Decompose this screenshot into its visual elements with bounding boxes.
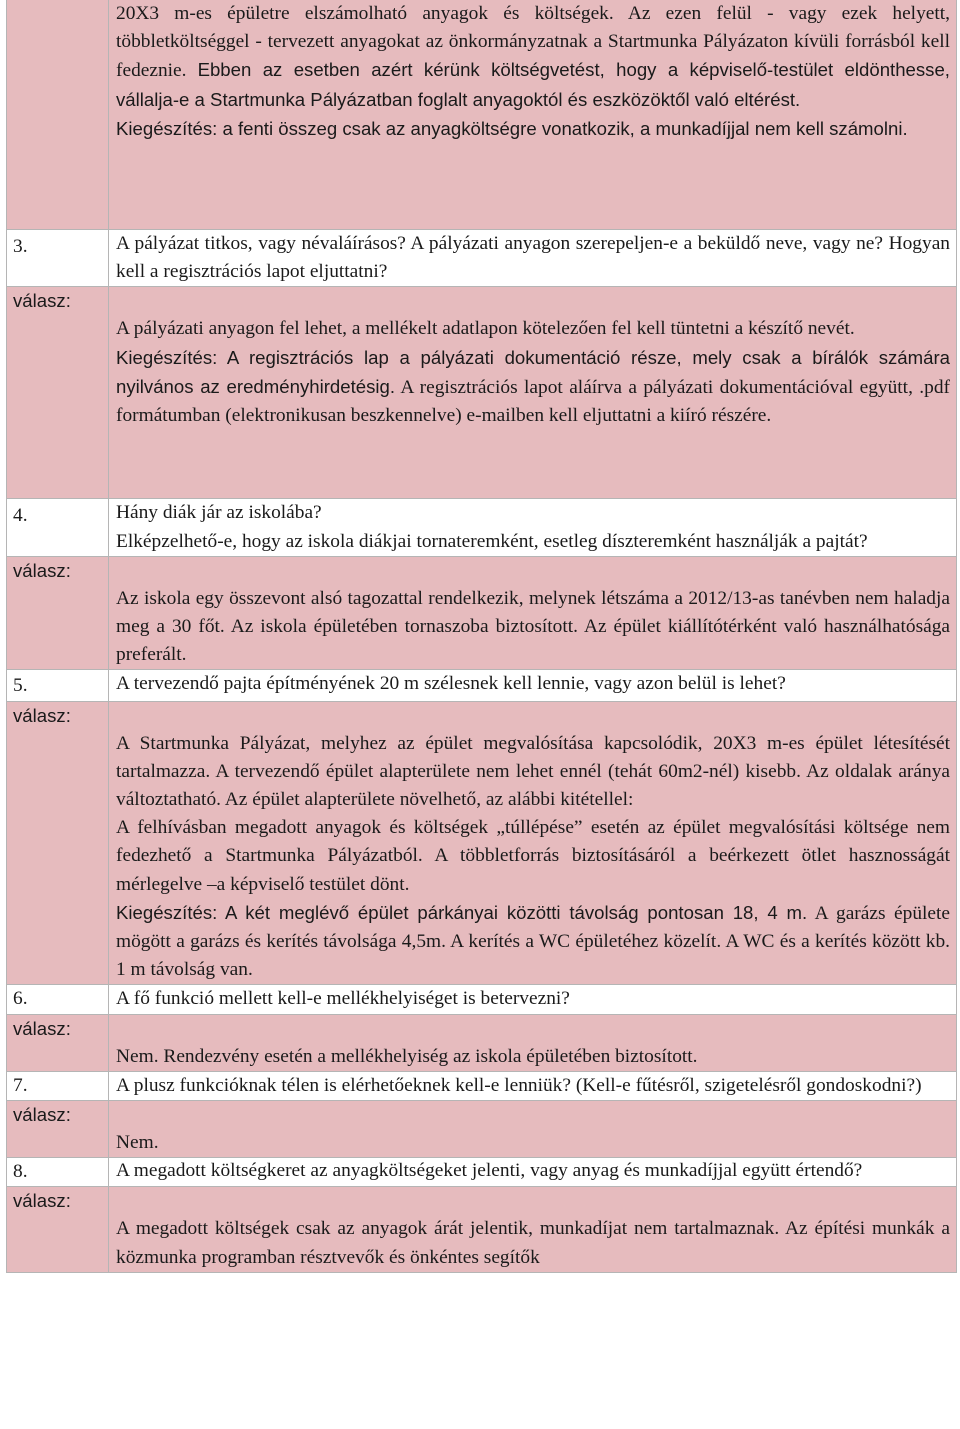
table-row-question-4	[7, 499, 957, 556]
table-row-question-5	[7, 670, 957, 701]
question-text: A tervezendő pajta építményének 20 m szélesnek kell lennie, vagy azon belül is lehet?	[116, 673, 786, 695]
answer-text: A Startmunka Pályázat, melyhez az épület megvalósítása kapcsolódik, 20X3 m-es épület létesítését tartalmazza. A tervezendő épület alapterülete nem lehet ennél (tehát 60m2-nél) kisebb.	[116, 732, 950, 782]
question-number: 5.	[13, 675, 28, 697]
question-text-2: Elképzelhető-e, hogy az iskola diákjai tornateremként, esetleg díszteremként használják a pajtát?	[116, 530, 868, 552]
table-row-answer-5	[7, 701, 957, 985]
intro-cell	[109, 0, 957, 230]
answer-text: Az iskola egy összevont alsó tagozattal rendelkezik, melynek létszáma a 2012/13-as tanévben nem haladja meg a 30 főt.	[116, 587, 950, 638]
intro-supplement: Kiegészítés: a fenti összeg csak az anyagköltségre vonatkozik, a munkadíjjal nem kell számolni.	[116, 117, 908, 139]
table-row-answer-8	[7, 1187, 957, 1272]
answer-text-2: Az iskola épületében tornaszoba biztosított.	[230, 616, 578, 638]
question-number: 6.	[13, 988, 28, 1010]
question-text: A pályázat titkos, vagy névaláírásos? A pályázati anyagon szerepeljen-e a beküldő neve, vagy ne? Hogyan kell a regisztrációs lapot eljuttatni?	[116, 233, 950, 283]
answer-text: A megadott költségek csak az anyagok árát jelentik, munkadíjat nem tartalmaznak.	[116, 1218, 780, 1240]
table-row-answer-6	[7, 1014, 957, 1071]
question-number: 7.	[13, 1074, 28, 1096]
answer-text-3: Az épület kiállítótérként való használhatósága preferált.	[116, 616, 951, 666]
answer-label: válasz:	[13, 704, 71, 726]
answer-label: válasz:	[13, 1190, 71, 1212]
table-row-answer-7	[7, 1101, 957, 1158]
answer-text-2: Az oldalak aránya változtatható.	[116, 760, 950, 811]
question-text: A plusz funkcióknak télen is elérhetőeknek kell-e lenniük? (Kell-e fűtésről, szigetelésről gondoskodni?)	[116, 1074, 922, 1096]
question-text: A megadott költségkeret az anyagköltségeket jelenti, vagy anyag és munkadíjjal együtt értendő?	[116, 1160, 863, 1182]
answer-text-cont: A regisztrációs lapot aláírva a pályázati dokumentációval együtt, .pdf formátumban (elektronikusan beszkennelve) e-mailben kell eljuttatni a kiíró részére.	[116, 376, 950, 427]
answer-text-4: A felhívásban megadott anyagok és költségek „túllépése” esetén az épület megvalósítási költsége nem fedezhető a Startmunka Pályázatból. A többletforrás biztosításáról a beérkezett ötlet hasznosságát mérlegelve –a képviselő testület dönt.	[116, 817, 950, 895]
intro-text-1: 20X3 m-es épületre elszámolható anyagok és költségek. Az ezen felül - vagy ezek helyett, többletköltséggel - tervezett anyagokat az önkormányzatnak a Startmunka Pályázaton kívüli forrásból kell fedeznie.	[116, 3, 950, 82]
intro-text-1b: Ebben az esetben azért kérünk költségvetést, hogy a képviselő-testület eldönthesse, vállalja-e a Startmunka Pályázatban foglalt anyagoktól és eszközöktől való eltérést.	[116, 59, 950, 110]
answer-label: válasz:	[13, 290, 71, 312]
table-row-question-3	[7, 230, 957, 287]
answer-label: válasz:	[13, 1104, 71, 1126]
table-row-intro	[7, 0, 957, 230]
answer-label: válasz:	[13, 1017, 71, 1039]
answer-supplement: Kiegészítés: A két meglévő épület párkányai közötti távolság pontosan 18, 4 m.	[116, 901, 808, 923]
question-text: Hány diák jár az iskolába?	[116, 502, 322, 524]
question-number: 8.	[13, 1161, 28, 1183]
answer-text: A pályázati anyagon fel lehet, a mellékelt adatlapon kötelezően fel kell tüntetni a készítő nevét.	[116, 318, 855, 340]
table-row-question-6	[7, 985, 957, 1014]
question-number: 4.	[13, 505, 28, 527]
answer-label: válasz:	[13, 559, 71, 581]
table-row-question-8	[7, 1158, 957, 1187]
answer-text-3: Az épület alapterülete növelhető, az alábbi kitétellel:	[224, 789, 634, 811]
table-row-question-7	[7, 1071, 957, 1100]
table-row-answer-3	[7, 287, 957, 499]
answer-text-6: A garázs épülete mögött a garázs és kerítés távolsága 4,5m. A kerítés a WC épületéhez közelít. A WC és a kerítés között kb. 1 m távolság van.	[116, 902, 950, 981]
answer-supplement: Kiegészítés: A regisztrációs lap a pályázati dokumentáció része, mely csak a bírálók számára nyilvános az eredményhirdetésig.	[116, 346, 950, 397]
answer-text: Nem. Rendezvény esetén a mellékhelyiség az iskola épületében biztosított.	[116, 1045, 698, 1067]
answer-text-2: Az építési munkák a közmunka programban résztvevők és önkéntes segítők	[116, 1218, 950, 1268]
qa-table	[6, 0, 957, 1273]
question-number: 3.	[13, 236, 28, 257]
answer-text: Nem.	[116, 1132, 159, 1154]
question-text: A fő funkció mellett kell-e mellékhelyiséget is betervezni?	[116, 988, 570, 1010]
table-row-answer-4	[7, 556, 957, 670]
